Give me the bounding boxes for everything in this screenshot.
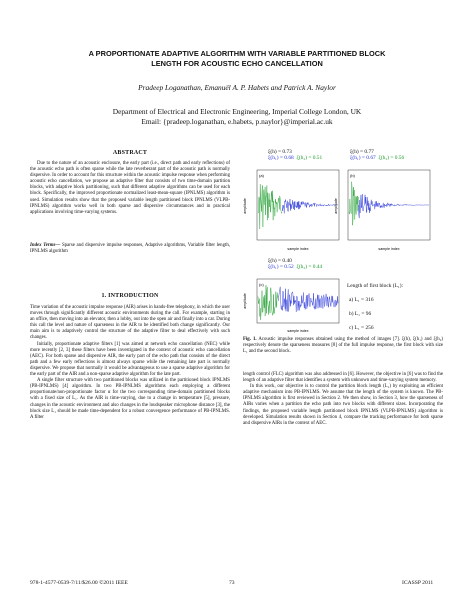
intro-paragraph-1: Time variation of the acoustic impulse response (AIR) arises in hands-free telephony, in which the user moves through significantly different acoustic environments during the call. For example, starting in an office, then moving into an elevator, then a lobby, out into the open air and finally into a car. During this call the level and nature of sparseness in the AIR to be identified both change significantly. Our main aim is to adaptively control the structure of the adaptive filter to deal effectively with such changes. xyxy=(30,305,230,341)
panel-b-plot xyxy=(333,166,433,252)
panel-a-xi xyxy=(268,149,322,161)
footer-conference: ICASSP 2011 xyxy=(402,580,434,586)
right-column-body xyxy=(243,372,443,427)
panel-b-xi1: ξ(h₁) = 0.67 xyxy=(350,155,376,161)
early-block-trace xyxy=(349,182,358,226)
panel-b-signal xyxy=(349,182,429,226)
authors: Pradeep Loganathan, Emanuël A. P. Habets and Patrick A. Naylor xyxy=(138,83,336,92)
panel-a-tag: (a) xyxy=(259,173,264,178)
index-terms-text: Sparse and dispersive impulse responses, Adaptive algorithms, Variable filter length, IPNLMS algorithm xyxy=(30,243,230,255)
panel-c-plot xyxy=(242,275,342,335)
late-block-trace xyxy=(278,287,338,312)
panel-a-signal xyxy=(258,184,338,229)
intro-paragraph-2: Initially, proportionate adaptive filters [1] was aimed at network echo cancellation (NEC) while more recently [2, 3] these filters have been investigated in the context of acoustic echo cancellation (AEC). For both sparse and dispersive AIR, the early part of the echo path that consists of the direct path and a few early reflections is almost always sparse while the remaining late part is normally dispersive. We propose that normally it would be advantageous to use a sparse adaptive algorithm for the early part of the AIR and a non-sparse adaptive algorithm for the late part. xyxy=(30,341,230,378)
affiliation-block xyxy=(30,107,444,127)
early-block-trace xyxy=(258,184,282,229)
legend-title: Length of first block (L₁): xyxy=(347,283,404,289)
right-paragraph-2: In this work, our objective is to control the partition block length (L₁) by exploiting an efficient adaptive mechanism into PB-IPNLMS. We assume that the length of the system is known. The PB-IPNLMS algorithm is first reviewed in Section 2. We then show, in Section 3, how the sparseness of AIRs varies when a partition the echo path into two blocks with different sizes. Incorporating the findings, the proposed variable length partitioned block IPNLMS (VLPB-IPNLMS) algorithm is developed. Simulation results shown in Section 4, compare the tracking performance for both sparse and dispersive AIRs in the context of AEC. xyxy=(243,384,443,426)
affiliation: Department of Electrical and Electronic Engineering, Imperial College London, UK xyxy=(112,107,362,116)
panel-c-xi1: ξ(h₁) = 0.52 xyxy=(268,264,294,270)
abstract-body xyxy=(30,161,230,216)
paper-title xyxy=(30,49,444,69)
early-block-trace xyxy=(258,285,278,320)
page-number: 73 xyxy=(229,580,235,586)
legend-b: b) L₁ = 96 xyxy=(349,311,372,317)
index-terms xyxy=(30,243,230,255)
panel-a-xi1: ξ(h₁) = 0.68 xyxy=(268,155,294,161)
panel-a-xlabel: sample index xyxy=(287,247,309,251)
figure-legend xyxy=(347,279,403,335)
panel-a-ylabel: amplitude xyxy=(243,198,247,214)
title-line-2: LENGTH FOR ACOUSTIC ECHO CANCELLATION xyxy=(151,59,323,68)
footer-isbn: 978-1-4577-0539-7/11/$26.00 ©2011 IEEE xyxy=(30,580,128,586)
panel-c-xlabel: sample index xyxy=(287,329,309,333)
intro-heading: 1. INTRODUCTION xyxy=(101,293,159,299)
panel-b-tag: (b) xyxy=(350,173,355,178)
figure-caption-label: Fig. 1. xyxy=(243,337,257,342)
panel-c-xi2: ξ(h₂) = 0.44 xyxy=(296,264,323,270)
panel-c-signal xyxy=(258,285,338,320)
right-paragraph-1: length control (FLC) algorithm was also addressed in [6]. However, the objective in [6] was to find the length of an adaptive filter that identifies a system with unknown and time-varying system memory. xyxy=(243,372,443,384)
panel-b-xi2: ξ(h₂) = 0.56 xyxy=(378,155,405,161)
panel-b-xi-full: ξ(h) = 0.77 xyxy=(350,149,374,155)
panel-c-xi xyxy=(268,258,322,270)
figure-caption-text: Acoustic impulse responses obtained using the method of images [7]. ξ(h), ξ(h₁) and ξ(h₂) respectively denote the sparseness measures [8] of the full impulse response, the first block with size L₁ and the second block. xyxy=(243,337,443,355)
panel-c-tag: (c) xyxy=(259,282,264,287)
panel-c-ylabel: amplitude xyxy=(243,293,247,309)
panel-a-xi-full: ξ(h) = 0.73 xyxy=(268,149,292,155)
abstract-text: Due to the nature of an acoustic enclosure, the early part (i.e., direct path and early reflections) of the acoustic echo path is often sparse while the late reverberant part of the acoustic path is normally dispersive. In order to account for this structure within the acoustic impulse response when performing acoustic echo cancellation, we propose an adaptive filter that consists of two time-domain partition blocks, with adaptive block partitioning, such that different adaptive algorithms can be used for each block. Specifically, the improved proportionate normalized least-mean-square (IPNLMS) algorithm is used. Simulation results show that the proposed variable length partitioned block IPNLMS (VLPB-IPNLMS) algorithm works well in both sparse and dispersive circumstances and in practical applications involving time-varying systems. xyxy=(30,161,230,215)
email: Email: {pradeep.loganathan, e.habets, p.naylor}@imperial.ac.uk xyxy=(141,117,333,126)
index-terms-label: Index Terms— xyxy=(30,243,61,248)
panel-b-xi xyxy=(350,149,404,161)
title-line-1: A PROPORTIONATE ADAPTIVE ALGORITHM WITH VARIABLE PARTITIONED BLOCK xyxy=(88,49,386,58)
legend-a: a) L₁ = 316 xyxy=(349,297,374,303)
intro-body xyxy=(30,305,230,421)
panel-c-xi-full: ξ(h) = 0.40 xyxy=(268,258,292,264)
legend-c: c) L₁ = 256 xyxy=(349,325,374,331)
intro-paragraph-3: A single filter structure with two partitioned blocks was utilized in the partitioned block IPNLMS (PB-IPNLMS) [4] algorithm. In two PB-IPNLMS algorithms each employing a different proportionate/non-proportionate factor α for the two corresponding time-domain partitioned blocks with a fixed size of L₁. As the AIR is time-varying, due to a change in temperature [5], pressure, changes in the acoustic environment and also changes in the loudspeaker microphone distance [3], the block size L₁ should be made time-dependent for a robust convergence performance of PB-IPNLMS. A filter xyxy=(30,378,230,420)
late-block-trace xyxy=(359,194,429,218)
panel-a-plot xyxy=(242,166,342,252)
panel-b-ylabel: amplitude xyxy=(334,198,338,214)
late-block-trace xyxy=(282,199,338,213)
panel-b-xlabel: sample index xyxy=(378,247,400,251)
panel-a-xi2: ξ(h₂) = 0.51 xyxy=(296,155,323,161)
figure-caption xyxy=(243,337,443,355)
abstract-heading: ABSTRACT xyxy=(112,150,148,156)
